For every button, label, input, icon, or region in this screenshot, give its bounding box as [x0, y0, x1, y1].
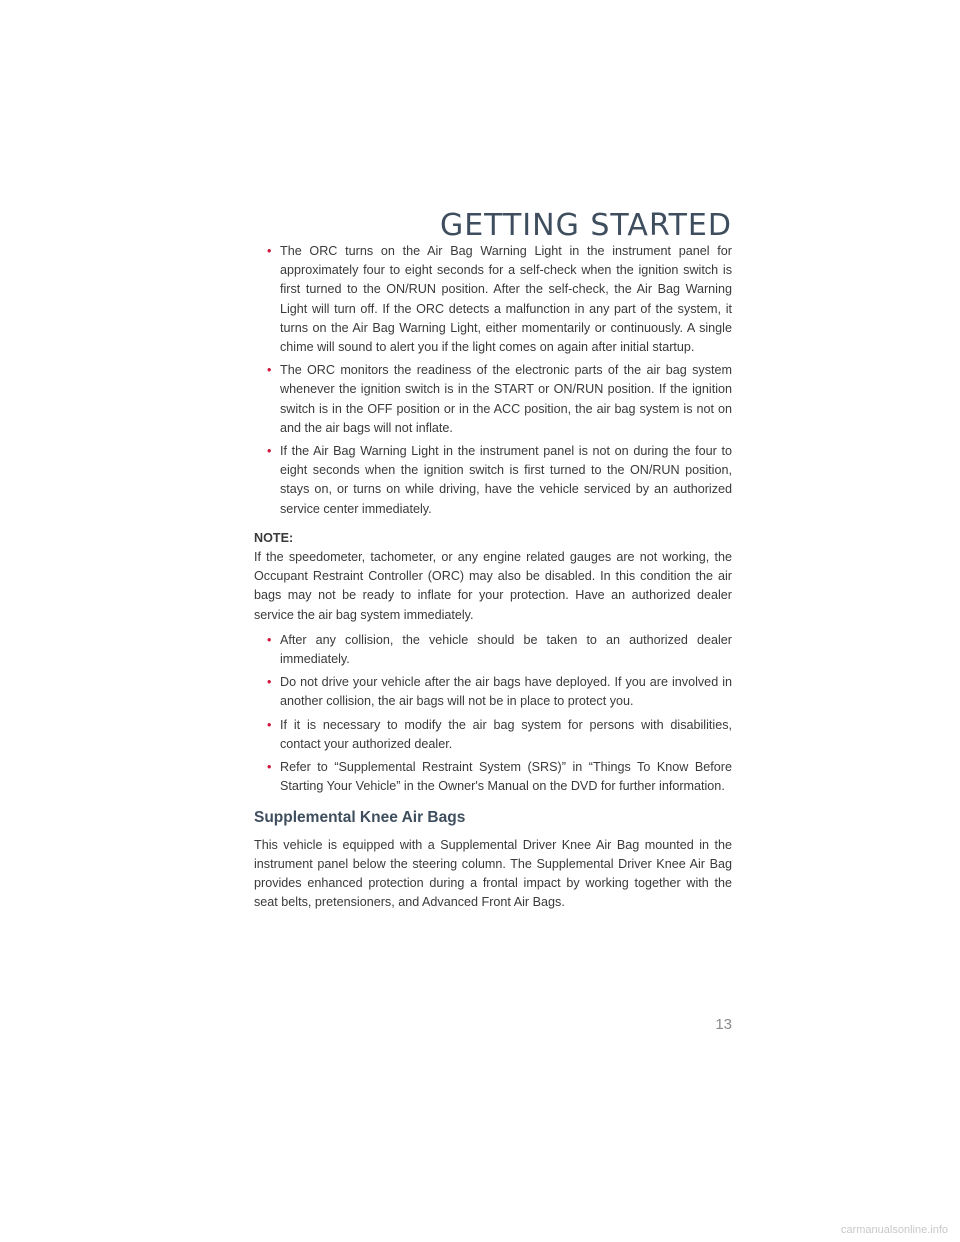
- list-item: [254, 361, 732, 438]
- subsection-title: Supplemental Knee Air Bags: [254, 809, 466, 827]
- list-item: [254, 442, 732, 519]
- bullet-text: After any collision, the vehicle should be taken to an authorized dealer immediately.: [280, 632, 732, 667]
- list-item: [254, 631, 732, 669]
- bullet-icon: •: [267, 632, 272, 647]
- bullet-icon: •: [267, 717, 272, 732]
- bullet-list-orc: [254, 242, 732, 519]
- list-item: [254, 673, 732, 711]
- note-heading: NOTE:: [254, 530, 294, 545]
- bullet-text: The ORC turns on the Air Bag Warning Light in the instrument panel for approximately four to eight seconds for a self-check when the ignition switch is first turned to the ON/RUN position. After the self-check, the Air Bag Warning Light will turn off. If the ORC detects a malfunction in any part of the system, it turns on the Air Bag Warning Light, either momentarily or continuously. A single chime will sound to alert you if the light comes on again after initial startup.: [280, 244, 732, 355]
- list-item: [254, 758, 732, 796]
- bullet-text: Refer to “Supplemental Restraint System (SRS)” in “Things To Know Before Starting Your Vehicle” in the Owner's Manual on the DVD for further information.: [280, 760, 732, 794]
- bullet-icon: •: [267, 760, 272, 775]
- bullet-icon: •: [267, 444, 272, 459]
- bullet-list-collision: [254, 631, 732, 797]
- watermark: carmanualsonline.info: [840, 1224, 948, 1236]
- list-item: [254, 242, 732, 357]
- bullet-text: If the Air Bag Warning Light in the instrument panel is not on during the four to eight seconds when the ignition switch is first turned to the ON/RUN position, stays on, or turns on while driving, have the vehicle serviced by an authorized service center immediately.: [280, 444, 732, 516]
- bullet-text: If it is necessary to modify the air bag system for persons with disabilities, contact your authorized dealer.: [280, 717, 732, 751]
- knee-airbag-paragraph: This vehicle is equipped with a Supplemental Driver Knee Air Bag mounted in the instrument panel below the steering column. The Supplemental Driver Knee Air Bag provides enhanced protection during a frontal impact by working together with the seat belts, pretensioners, and Advanced Front Air Bags.: [254, 837, 732, 910]
- page-number: 13: [715, 1016, 732, 1033]
- bullet-icon: •: [267, 244, 272, 258]
- section-header: GETTING STARTED: [439, 208, 732, 243]
- bullet-icon: •: [267, 675, 272, 690]
- bullet-text: The ORC monitors the readiness of the electronic parts of the air bag system whenever the ignition switch is in the START or ON/RUN position. If the ignition switch is in the OFF position or in the ACC position, the air bag system is not on and the air bags will not inflate.: [280, 363, 732, 435]
- bullet-icon: •: [267, 363, 272, 378]
- list-item: [254, 716, 732, 754]
- bullet-text: Do not drive your vehicle after the air bags have deployed. If you are involved in another collision, the air bags will not be in place to protect you.: [280, 675, 732, 709]
- page-content: [254, 242, 732, 913]
- note-text: If the speedometer, tachometer, or any engine related gauges are not working, the Occupant Restraint Controller (ORC) may also be disabled. In this condition the air bags may not be ready to inflate for your protection. Have an authorized dealer service the air bag system immediately.: [254, 550, 732, 622]
